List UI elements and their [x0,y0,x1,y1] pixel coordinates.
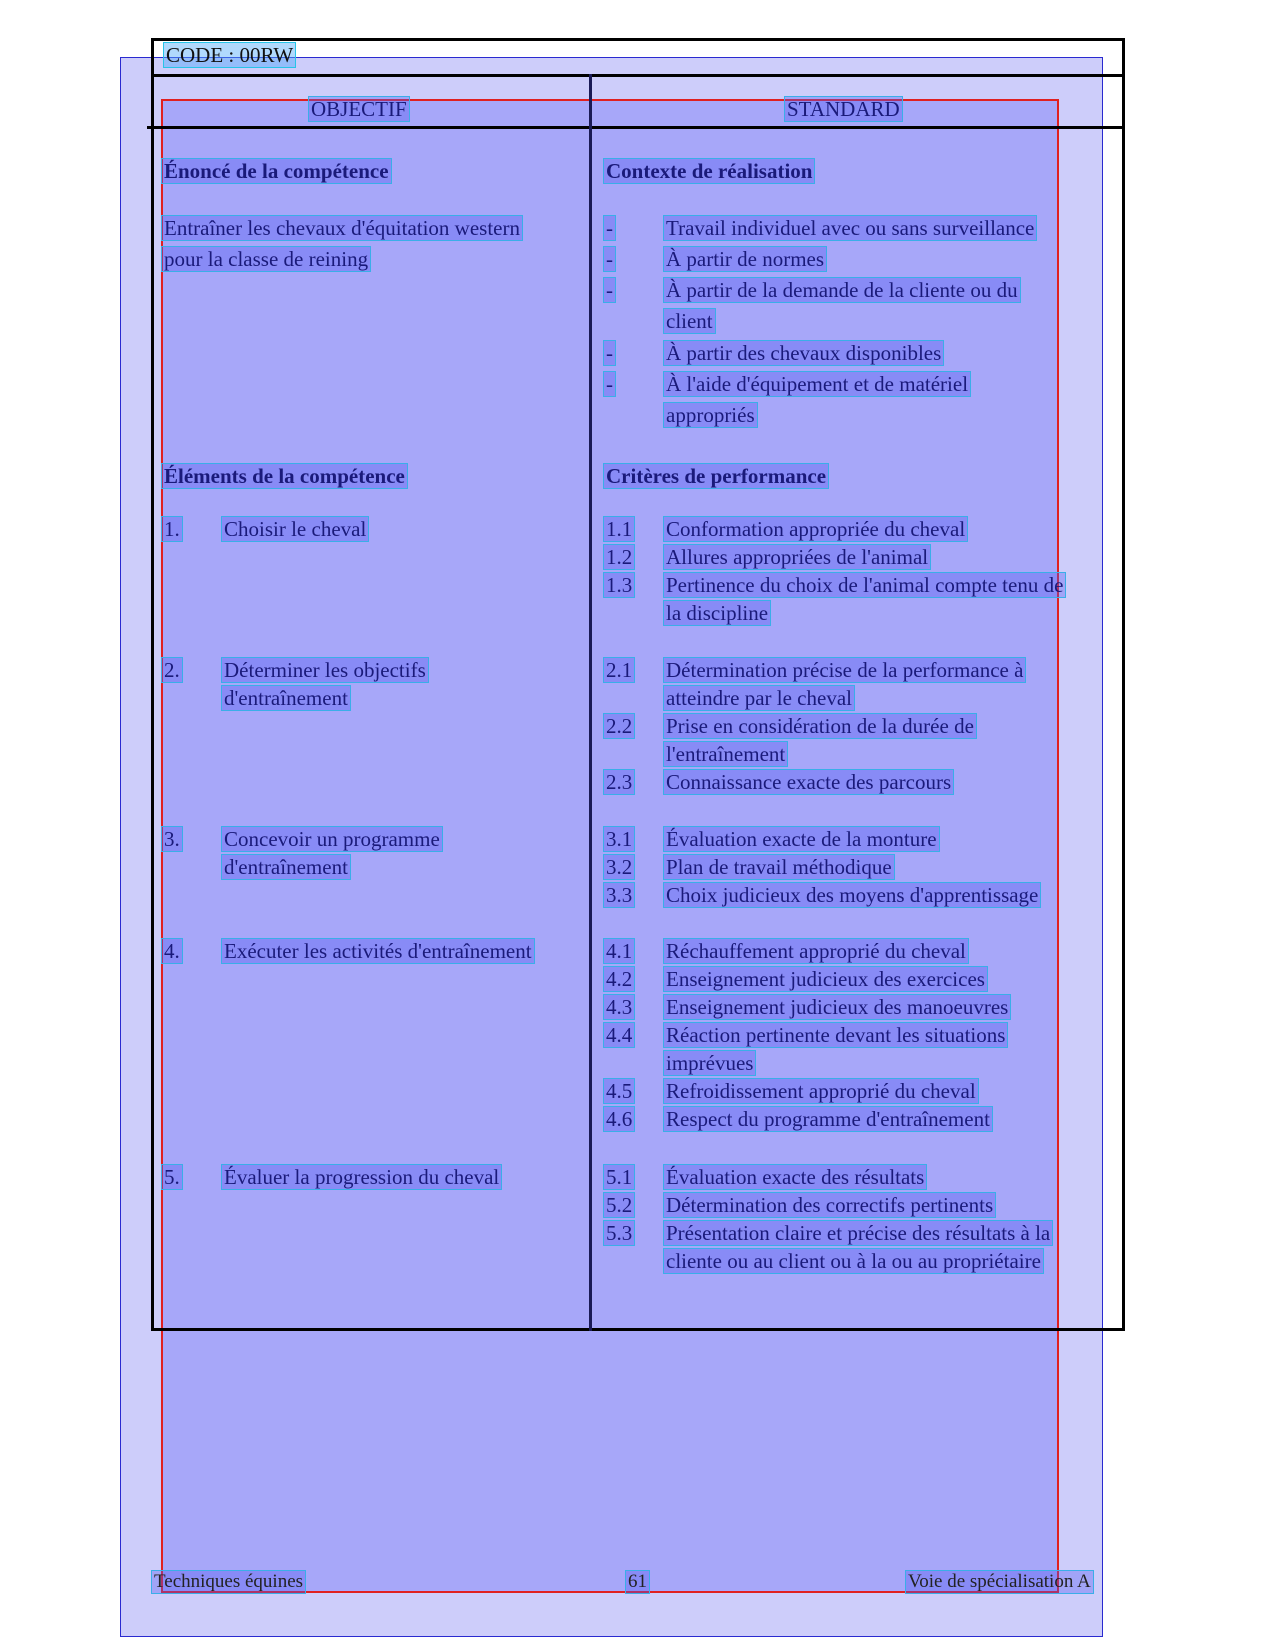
element-text: Évaluer la progression du cheval [221,1164,502,1190]
critere-number: 3.3 [603,882,635,908]
element-text: Concevoir un programme [221,826,443,852]
critere-text: Réaction pertinente devant les situations [663,1022,1008,1048]
element-text: Choisir le cheval [221,516,369,542]
critere-text: Plan de travail méthodique [663,854,895,880]
element-number: 5. [161,1164,183,1190]
criteres-title: Critères de performance [603,463,829,489]
critere-number: 1.1 [603,516,635,542]
element-number: 2. [161,657,183,683]
critere-number: 4.3 [603,994,635,1020]
contexte-text: client [663,308,716,334]
critere-number: 3.1 [603,826,635,852]
enonce-title: Énoncé de la compétence [161,158,392,184]
element-number: 4. [161,938,183,964]
contexte-text: À partir des chevaux disponibles [663,340,944,366]
critere-number: 5.2 [603,1192,635,1218]
critere-number: 5.1 [603,1164,635,1190]
enonce-line: pour la classe de reining [161,246,371,272]
header-divider [151,74,1125,77]
contexte-title: Contexte de réalisation [603,158,815,184]
critere-text: Présentation claire et précise des résultats à la [663,1220,1053,1246]
footer-program-name: Techniques équines [151,1570,306,1594]
critere-text: Réchauffement approprié du cheval [663,938,969,964]
column-header-objectif: OBJECTIF [308,96,410,122]
element-text: d'entraînement [221,685,351,711]
critere-number: 2.2 [603,713,635,739]
critere-text: Conformation appropriée du cheval [663,516,968,542]
critere-number: 4.6 [603,1106,635,1132]
page-number: 61 [625,1570,650,1594]
critere-text: cliente ou au client ou à la ou au propriétaire [663,1248,1044,1274]
critere-number: 2.1 [603,657,635,683]
critere-text: Refroidissement approprié du cheval [663,1078,979,1104]
critere-number: 4.5 [603,1078,635,1104]
critere-number: 1.2 [603,544,635,570]
contexte-bullet: - [603,340,616,366]
critere-text: Enseignement judicieux des manoeuvres [663,994,1011,1020]
critere-number: 5.3 [603,1220,635,1246]
critere-text: la discipline [663,600,771,626]
contexte-text: Travail individuel avec ou sans surveillance [663,215,1037,241]
critere-text: Enseignement judicieux des exercices [663,966,988,992]
element-text: d'entraînement [221,854,351,880]
footer-specialisation: Voie de spécialisation A [905,1570,1094,1594]
critere-number: 4.1 [603,938,635,964]
contexte-text: À l'aide d'équipement et de matériel [663,371,971,397]
critere-number: 4.2 [603,966,635,992]
contexte-text: À partir de la demande de la cliente ou du [663,277,1021,303]
contexte-text: À partir de normes [663,246,827,272]
critere-number: 4.4 [603,1022,635,1048]
contexte-bullet: - [603,215,616,241]
column-divider [589,74,592,1331]
element-text: Exécuter les activités d'entraînement [221,938,535,964]
critere-text: Choix judicieux des moyens d'apprentissage [663,882,1041,908]
critere-text: imprévues [663,1050,756,1076]
critere-text: Détermination des correctifs pertinents [663,1192,996,1218]
element-number: 1. [161,516,183,542]
critere-text: Allures appropriées de l'animal [663,544,931,570]
critere-text: Évaluation exacte de la monture [663,826,940,852]
column-header-divider [147,126,1125,129]
competence-code: CODE : 00RW [163,42,296,68]
critere-text: Détermination précise de la performance à [663,657,1026,683]
element-number: 3. [161,826,183,852]
critere-text: Connaissance exacte des parcours [663,769,954,795]
critere-text: Respect du programme d'entraînement [663,1106,993,1132]
critere-text: Pertinence du choix de l'animal compte tenu de [663,572,1066,598]
critere-text: atteindre par le cheval [663,685,855,711]
enonce-line: Entraîner les chevaux d'équitation western [161,215,523,241]
critere-text: Prise en considération de la durée de [663,713,977,739]
contexte-text: appropriés [663,402,758,428]
contexte-bullet: - [603,371,616,397]
element-text: Déterminer les objectifs [221,657,429,683]
column-header-standard: STANDARD [784,96,903,122]
critere-text: l'entraînement [663,741,788,767]
contexte-bullet: - [603,246,616,272]
critere-number: 2.3 [603,769,635,795]
critere-number: 1.3 [603,572,635,598]
elements-title: Éléments de la compétence [161,463,408,489]
critere-text: Évaluation exacte des résultats [663,1164,927,1190]
contexte-bullet: - [603,277,616,303]
critere-number: 3.2 [603,854,635,880]
